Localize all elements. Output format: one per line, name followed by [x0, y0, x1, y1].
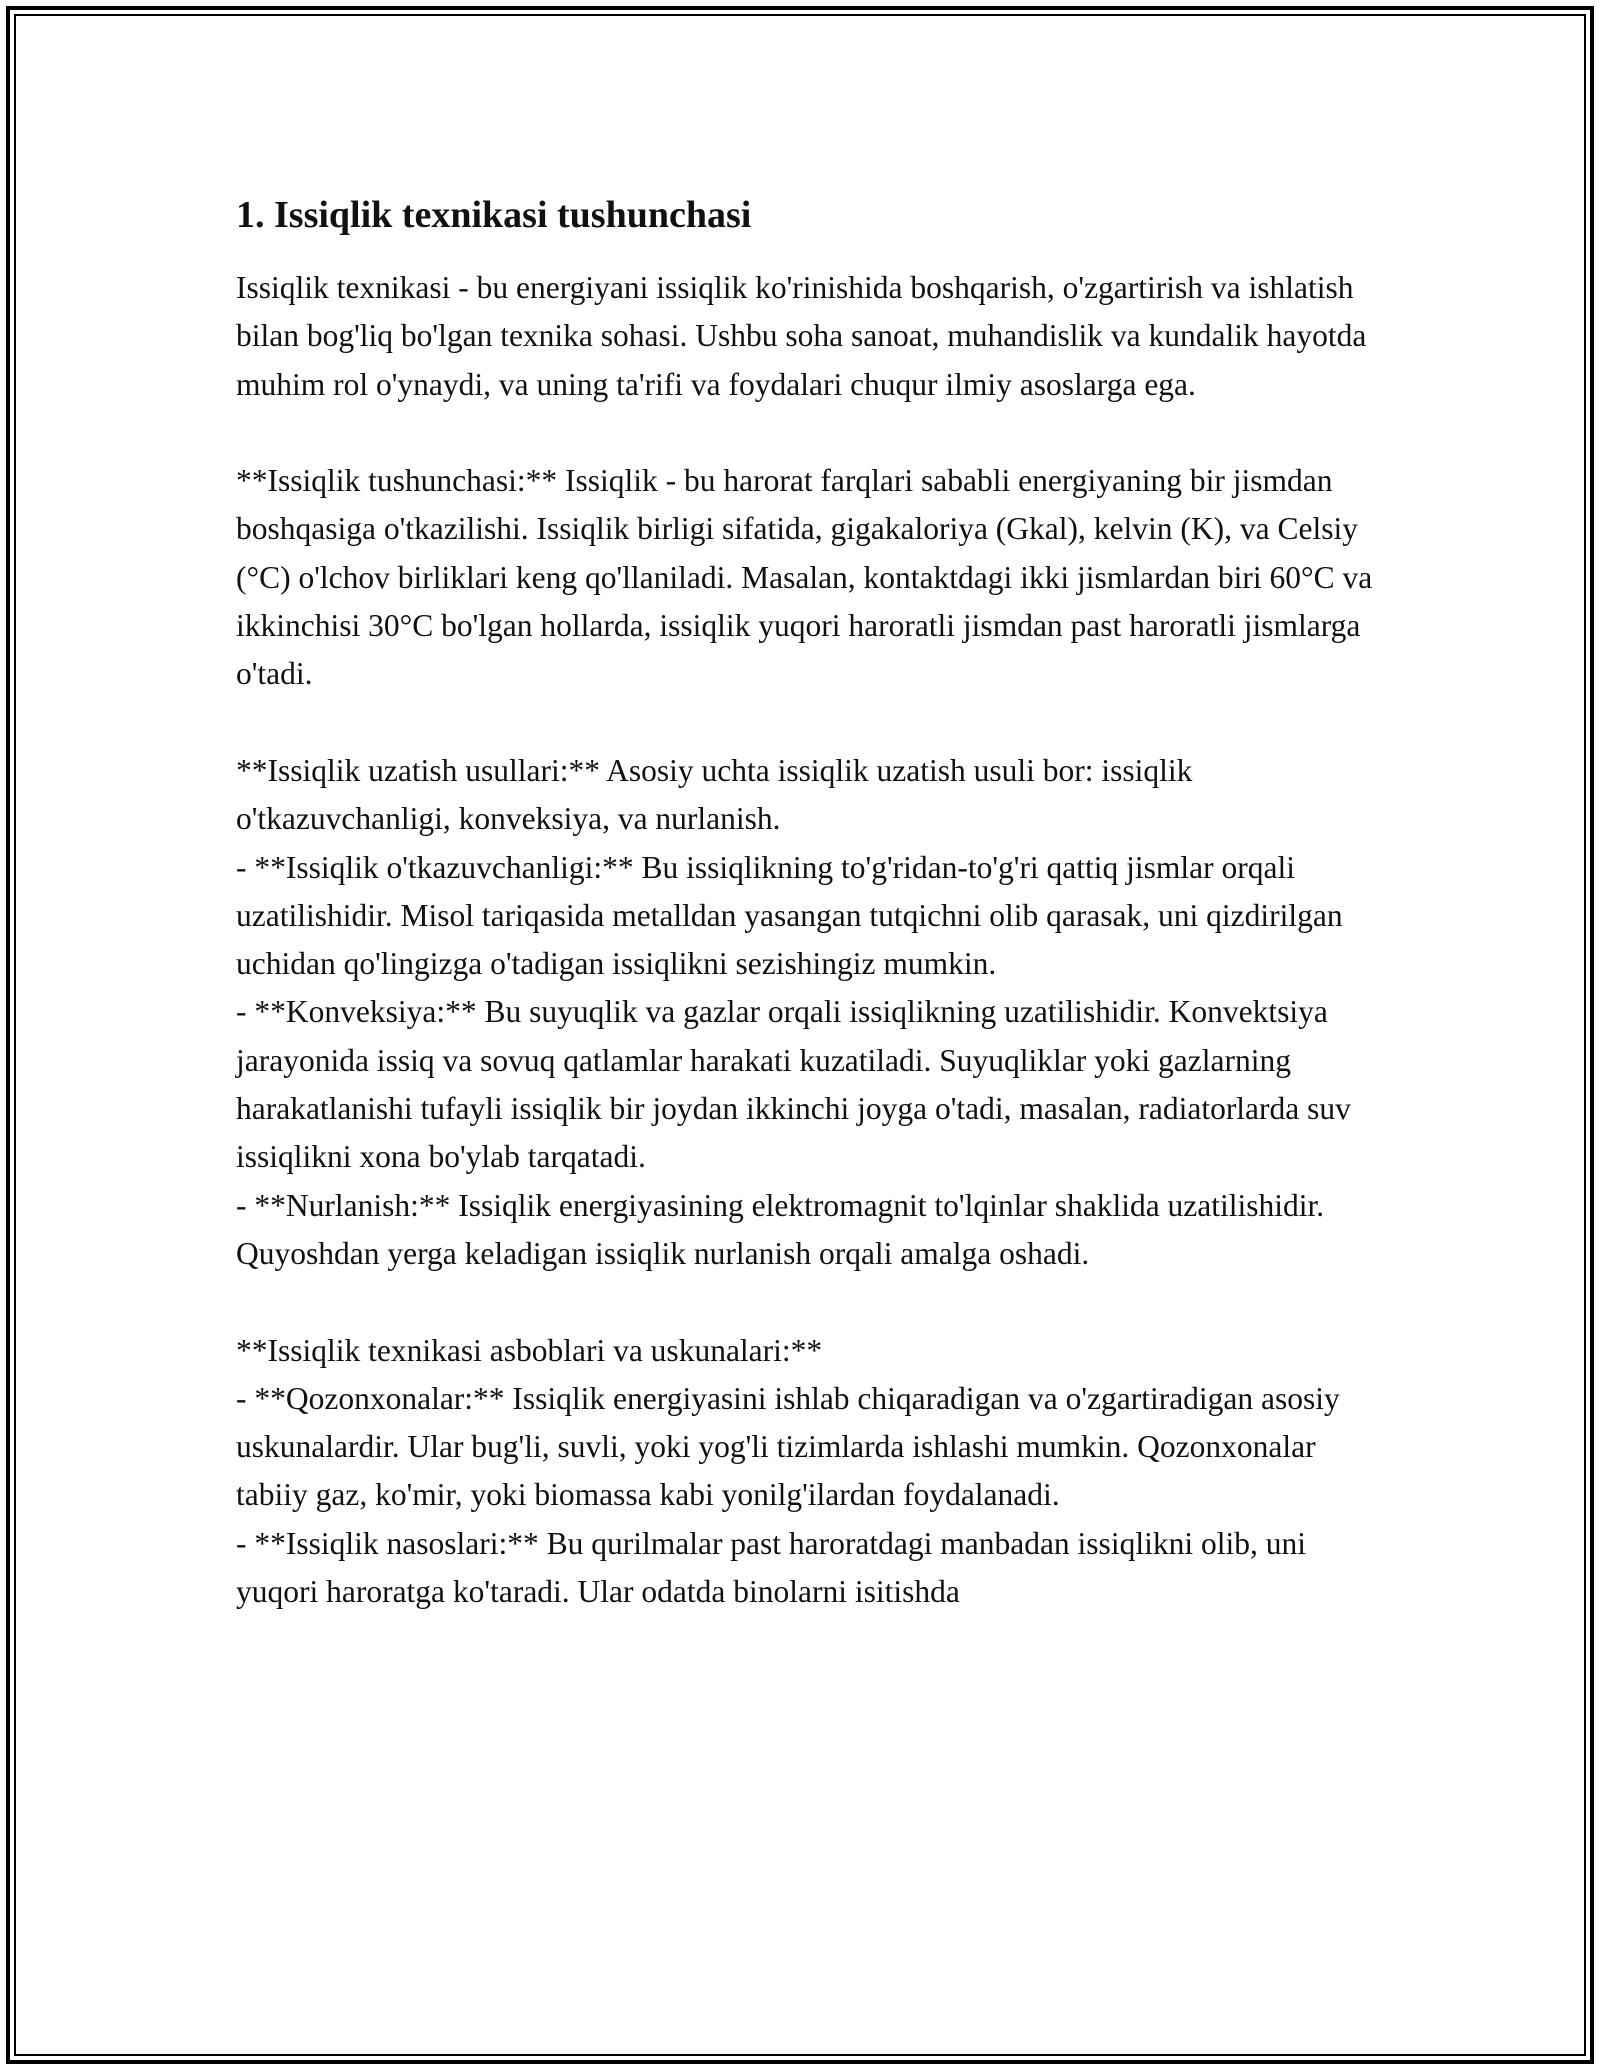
paragraph-gap — [236, 409, 1386, 457]
heat-transfer-methods-paragraph: **Issiqlik uzatish usullari:** Asosiy uchta issiqlik uzatish usuli bor: issiqlik o'tkazuvchanligi, konveksiya, va nurlanish. — [236, 752, 1201, 837]
list-item-heat-pumps: - **Issiqlik nasoslari:** Bu qurilmalar past haroratdagi manbadan issiqlikni olib, uni yuqori haroratga ko'taradi. Ular odatda binolarni isitishda — [236, 1525, 1314, 1610]
intro-paragraph: Issiqlik texnikasi - bu energiyani issiqlik ko'rinishida boshqarish, o'zgartirish va ishlatish bilan bog'liq bo'lgan texnika sohasi. Ushbu soha sanoat, muhandislik va kundalik hayotda muhim rol o'ynaydi, va uning ta'rifi va foydalari chuqur ilmiy asoslarga ega. — [236, 270, 1375, 402]
paragraph-gap — [236, 1278, 1386, 1326]
list-item-convection: - **Konveksiya:** Bu suyuqlik va gazlar orqali issiqlikning uzatilishidir. Konvektsiya jarayonida issiq va sovuq qatlamlar harakati kuzatiladi. Suyuqliklar yoki gazlarning harakatlanishi tufayli issiqlik bir joydan ikkinchi joyga o'tadi, masalan, radiatorlarda suv issiqlikni xona bo'ylab tarqatadi. — [236, 994, 1359, 1175]
document-page — [236, 188, 1386, 1616]
paragraph-gap — [236, 699, 1386, 747]
list-item-boilers: - **Qozonxonalar:** Issiqlik energiyasini ishlab chiqaradigan va o'zgartiradigan asosiy uskunalardir. Ular bug'li, suvli, yoki yog'li tizimlarda ishlashi mumkin. Qozonxonalar tabiiy gaz, ko'mir, yoki biomassa kabi yonilg'ilardan foydalanadi. — [236, 1380, 1348, 1513]
section-heading: 1. Issiqlik texnikasi tushunchasi — [236, 194, 752, 236]
list-item-conduction: - **Issiqlik o'tkazuvchanligi:** Bu issiqlikning to'g'ridan-to'g'ri qattiq jismlar orqali uzatilishidir. Misol tariqasida metalldan yasangan tutqichni olib qarasak, uni qizdirilgan uchidan qo'lingizga o'tadigan issiqlikni sezishingiz mumkin. — [236, 849, 1351, 982]
equipment-heading-paragraph: **Issiqlik texnikasi asboblari va uskunalari:** — [236, 1332, 823, 1368]
list-item-radiation: - **Nurlanish:** Issiqlik energiyasining elektromagnit to'lqinlar shaklida uzatilishidir. Quyoshdan yerga keladigan issiqlik nurlanish orqali amalga oshadi. — [236, 1187, 1333, 1271]
heat-concept-paragraph: **Issiqlik tushunchasi:** Issiqlik - bu harorat farqlari sababli energiyaning bir jismdan boshqasiga o'tkazilishi. Issiqlik birligi sifatida, gigakaloriya (Gkal), kelvin (K), va Celsiy (°C) o'lchov birliklari keng qo'llaniladi. Masalan, kontaktdagi ikki jismlardan biri 60°C va ikkinchisi 30°C bo'lgan hollarda, issiqlik yuqori haroratli jismdan past haroratli jismlarga o'tadi. — [236, 463, 1381, 692]
